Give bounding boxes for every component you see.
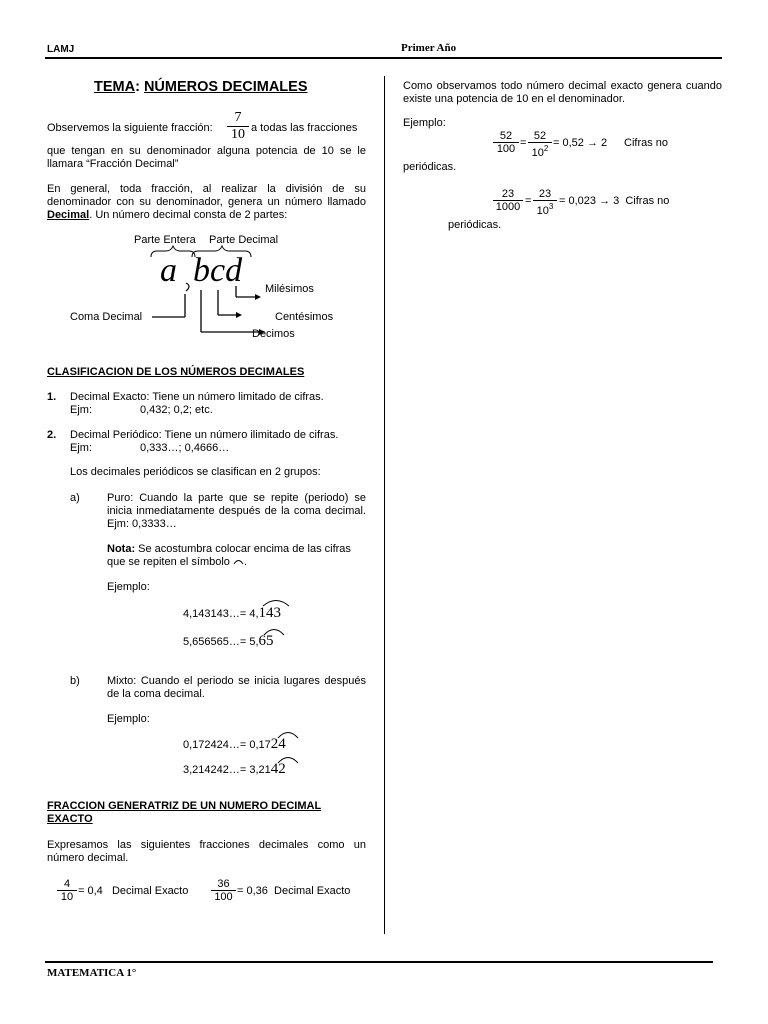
header-left: LAMJ — [47, 44, 75, 55]
header-right: Primer Año — [401, 42, 457, 54]
right-ex1-periodicas: periódicas. — [403, 161, 457, 173]
subitem-b-label: b) — [70, 675, 80, 687]
fg-fraction-2: $\frac{36}{100}$ — [211, 878, 236, 903]
ejemplo-puro-label: Ejemplo: — [107, 581, 150, 593]
footer-left: MATEMATICA 1° — [47, 967, 137, 979]
grupos-text: Los decimales periódicos se clasifican en 2 grupos: — [70, 466, 321, 478]
label-centesimos: Centésimos — [275, 311, 334, 323]
item-1-number: 1. — [47, 391, 57, 403]
intro-paragraph: que tengan en su denominador alguna potencia de 10 se le llamara “Fracción Decimal” — [47, 145, 366, 170]
puro-example-1: 4,143143…= 4,143 — [183, 605, 282, 621]
item-2-example-label: Ejm: — [70, 442, 92, 454]
mixto-period-1: 24 — [270, 736, 286, 752]
right-ex2-equals: = — [525, 195, 532, 207]
page-title: TEMA: NÚMEROS DECIMALES — [94, 79, 308, 95]
label-milesimos: Milésimos — [265, 283, 314, 295]
subitem-b-text: Mixto: Cuando el periodo se inicia lugares después de la coma decimal. — [107, 675, 366, 700]
right-ex1-cifras: Cifras no — [624, 137, 669, 149]
intro-line-1a: Observemos la siguiente fracción: — [47, 122, 213, 134]
intro-fraction: $\frac{7}{10}$ — [227, 110, 249, 143]
puro-example-2: 5,656565…= 5,65 — [183, 633, 274, 649]
arc-over-65-icon — [263, 627, 285, 636]
label-parte-entera: Parte Entera — [134, 234, 196, 246]
mixto-example-2: 3,214242…= 3,2142 — [183, 761, 286, 777]
nota-text: Nota: Se acostumbra colocar encima de las cifras que se repiten el símbolo . — [107, 543, 351, 568]
right-ex2-fraction-2: $\frac{23}{10^3}$ — [533, 188, 557, 217]
fraccion-generatriz-heading: FRACCION GENERATRIZ DE UN NUMERO DECIMAL EXACTO — [47, 800, 322, 825]
item-1-example-values: 0,432; 0,2; etc. — [140, 404, 213, 416]
decimal-parts-diagram — [0, 0, 384, 360]
item-2-number: 2. — [47, 429, 57, 441]
right-ex1-equals: = — [520, 137, 527, 149]
mixto-period-2: 42 — [270, 761, 286, 777]
general-paragraph: En general, toda fracción, al realizar la división de su denominador con su denominador, genera un número llamado Decimal. Un número decimal consta de 2 partes: — [47, 183, 366, 221]
label-coma-decimal: Coma Decimal — [70, 311, 143, 323]
arc-over-24-icon — [277, 730, 299, 739]
item-1-example-label: Ejm: — [70, 404, 92, 416]
ejemplo-mixto-label: Ejemplo: — [107, 713, 150, 725]
subitem-a-label: a) — [70, 492, 80, 504]
arc-over-143-icon — [262, 598, 290, 607]
label-parte-decimal: Parte Decimal — [209, 234, 279, 246]
puro-period-2: 65 — [258, 633, 274, 649]
subitem-a-text: Puro: Cuando la parte que se repite (periodo) se inicia inmediatamente después de la coma decimal. Ejm: 0,3333… — [107, 492, 366, 530]
item-2-text: Decimal Periódico: Tiene un número ilimitado de cifras. — [70, 429, 339, 441]
clasificacion-heading: CLASIFICACION DE LOS NÚMEROS DECIMALES — [47, 366, 305, 378]
item-1-text: Decimal Exacto: Tiene un número limitado de cifras. — [70, 391, 324, 403]
fg-example-2: = 0,36 Decimal Exacto — [237, 885, 351, 897]
decimal-keyword: Decimal — [47, 209, 90, 221]
decimal-digits: bcd — [193, 252, 243, 289]
fraccion-generatriz-text: Expresamos las siguientes fracciones decimales como un número decimal. — [47, 839, 366, 864]
fg-fraction-1: $\frac{4}{10}$ — [57, 878, 77, 903]
puro-period-1: 143 — [258, 605, 282, 621]
intro-line-1b: a todas las fracciones — [251, 122, 358, 134]
footer-rule — [45, 961, 713, 963]
label-decimos: Decimos — [252, 328, 295, 340]
right-ex2-fraction-1: $\frac{23}{1000}$ — [493, 188, 523, 213]
arc-symbol-icon — [233, 557, 244, 565]
right-ejemplo-label: Ejemplo: — [403, 117, 446, 129]
right-ex1-fraction-1: $\frac{52}{100}$ — [493, 130, 519, 155]
right-paragraph: Como observamos todo número decimal exacto genera cuando existe una potencia de 10 en el denominador. — [403, 80, 722, 105]
right-ex2-periodicas: periódicas. — [448, 219, 502, 231]
column-divider — [384, 76, 385, 934]
right-ex1-fraction-2: $\frac{52}{10^2}$ — [528, 130, 552, 159]
right-ex1-result: = 0,52 → 2 — [553, 137, 608, 149]
item-2-example-values: 0,333…; 0,4666… — [140, 442, 230, 454]
arc-over-42-icon — [277, 755, 299, 764]
fg-example-1: = 0,4 Decimal Exacto — [78, 885, 189, 897]
integer-part: a — [160, 252, 177, 289]
mixto-example-1: 0,172424…= 0,1724 — [183, 736, 286, 752]
right-ex2-result: = 0,023 → 3 Cifras no — [559, 195, 670, 207]
